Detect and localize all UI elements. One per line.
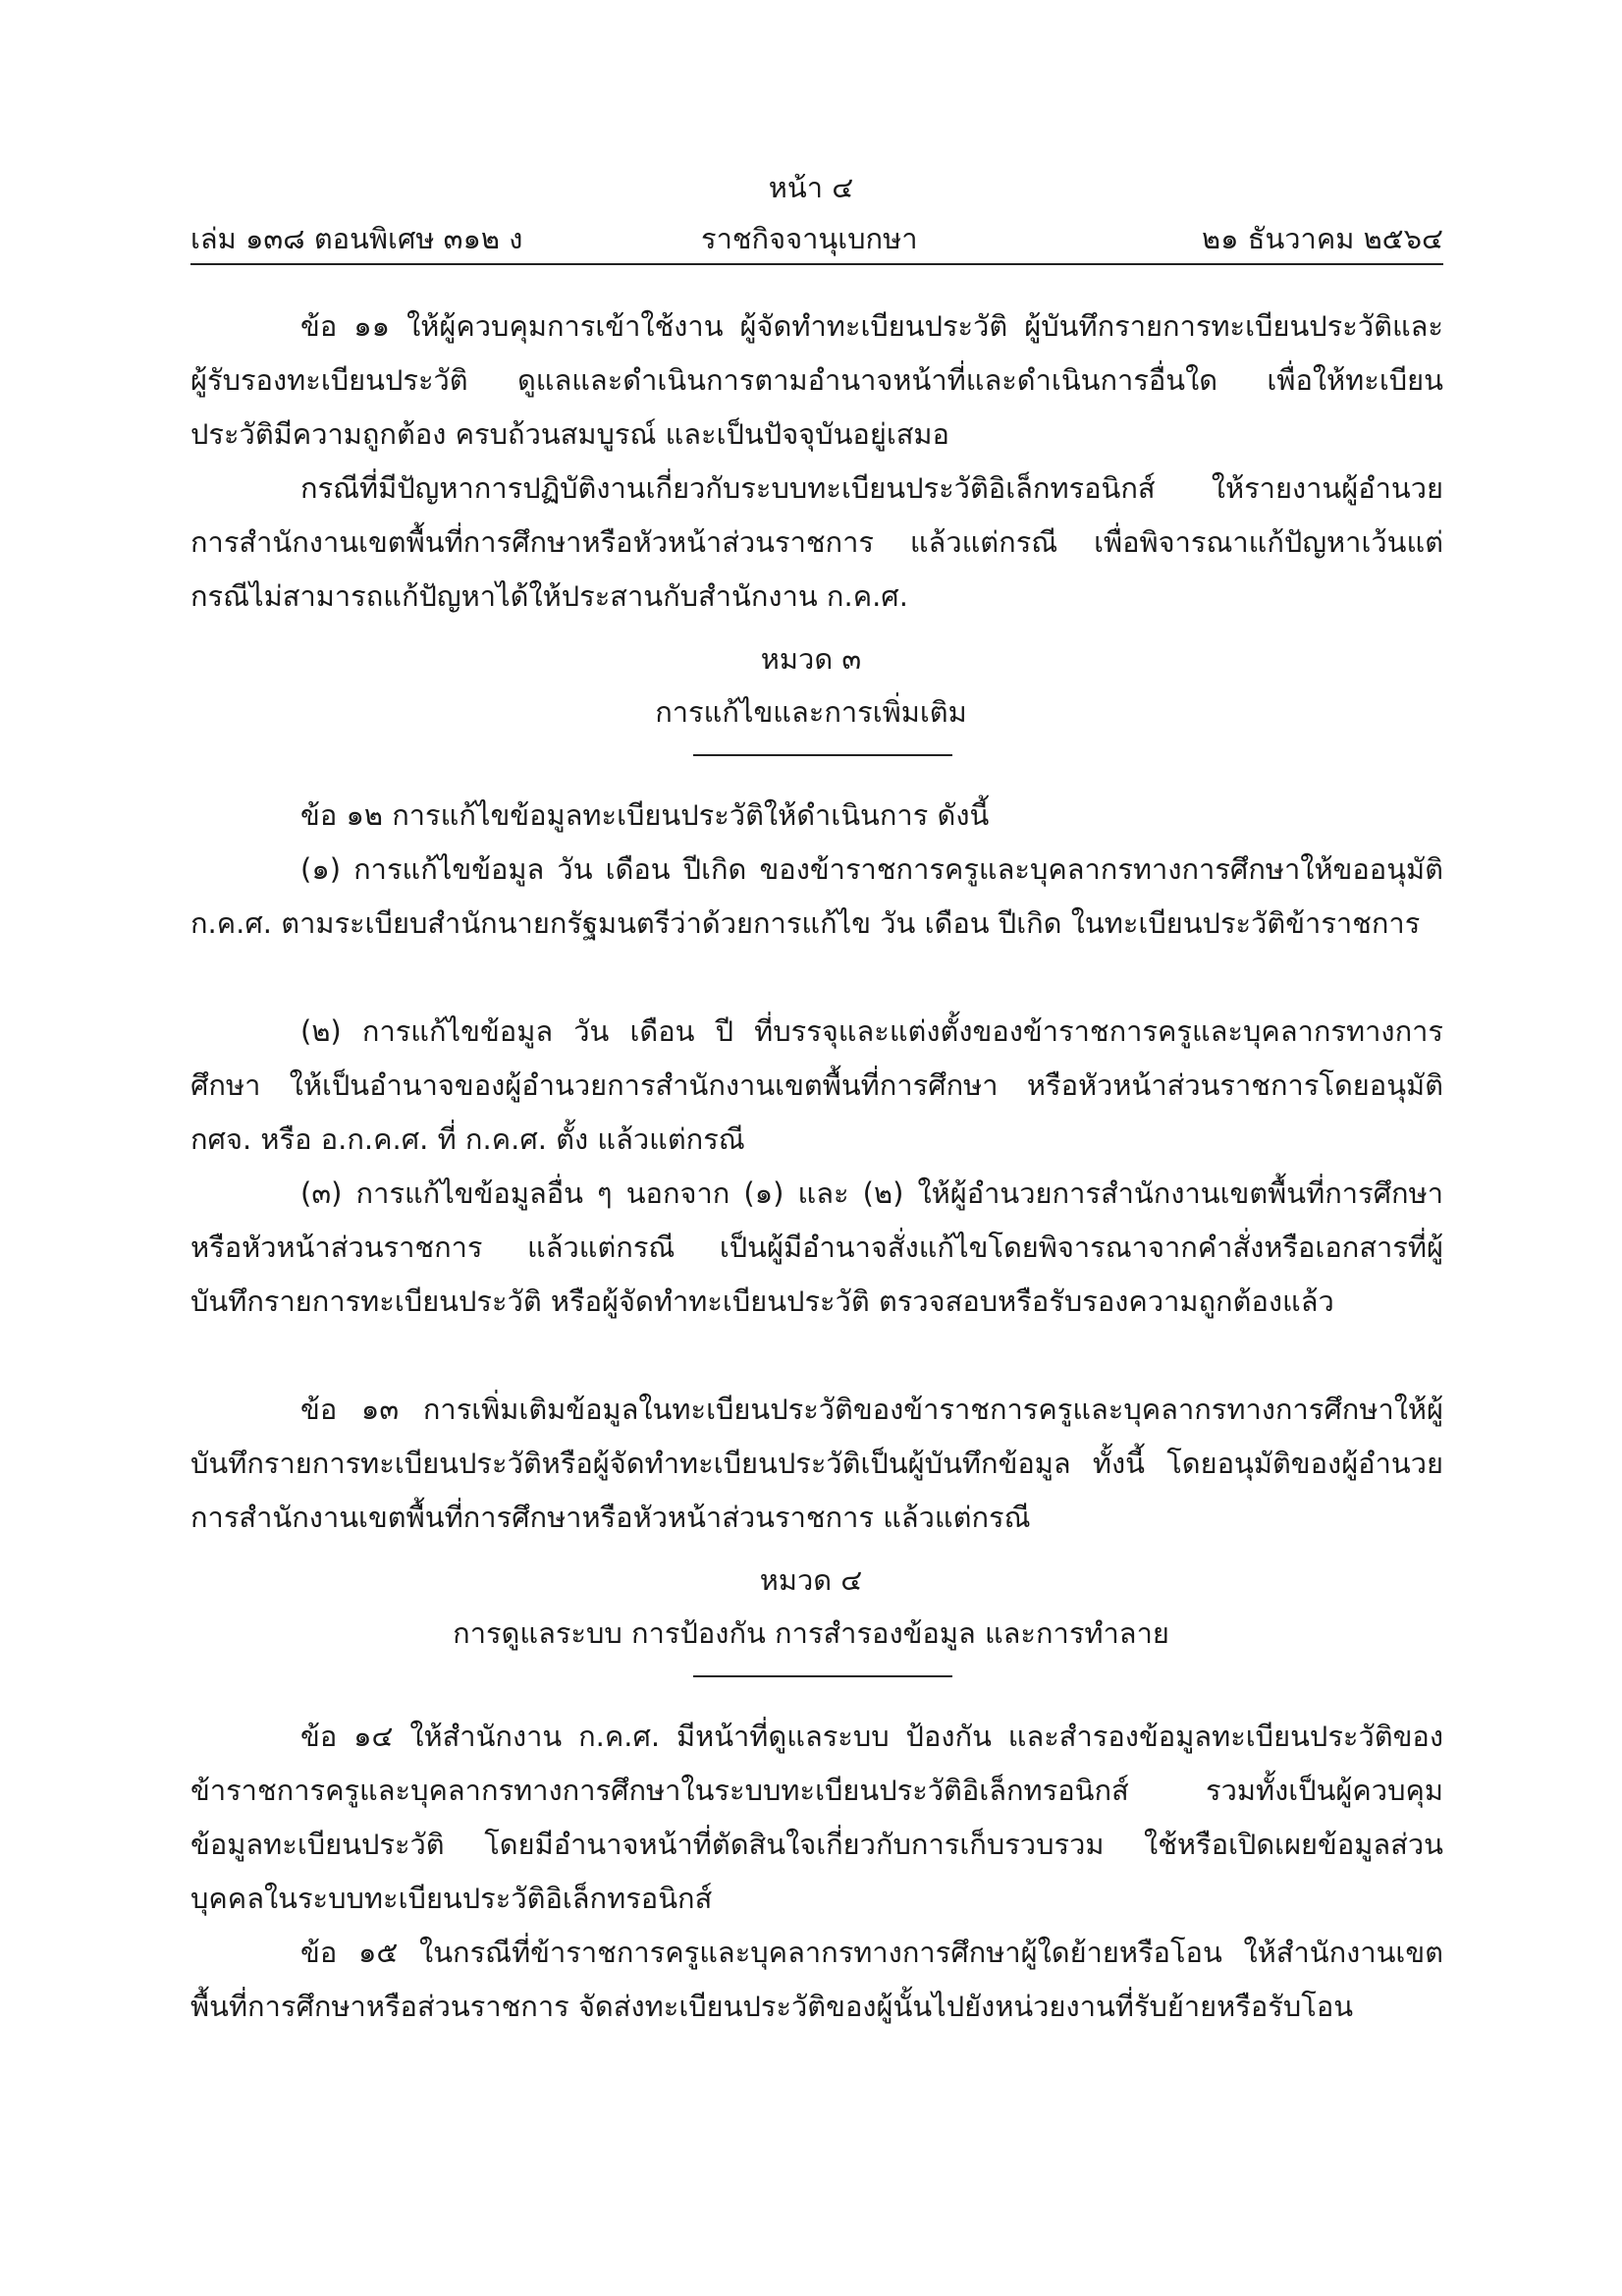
clause-11: ข้อ ๑๑ ให้ผู้ควบคุมการเข้าใช้งาน ผู้จัดทำทะเบียนประวัติ ผู้บันทึกรายการทะเบียนประวัติและผู้รับรองทะเบียนประวัติ ดูแลและดำเนินการตามอำนาจหน้าที่และดำเนินการอื่นใด เพื่อให้ทะเบียนประวัติมีความถูกต้อง ครบถ้วนสมบูรณ์ และเป็นปัจจุบันอยู่เสมอ xyxy=(190,309,1443,451)
clause-13: ข้อ ๑๓ การเพิ่มเติมข้อมูลในทะเบียนประวัติของข้าราชการครูและบุคลากรทางการศึกษาให้ผู้บันทึกรายการทะเบียนประวัติหรือผู้จัดทำทะเบียนประวัติเป็นผู้บันทึกข้อมูล ทั้งนี้ โดยอนุมัติของผู้อำนวยการสำนักงานเขตพื้นที่การศึกษาหรือหัวหน้าส่วนราชการ แล้วแต่กรณี xyxy=(190,1393,1443,1534)
clause-15: ข้อ ๑๕ ในกรณีที่ข้าราชการครูและบุคลากรทางการศึกษาผู้ใดย้ายหรือโอน ให้สำนักงานเขตพื้นที่การศึกษาหรือส่วนราชการ จัดส่งทะเบียนประวัติของผู้นั้นไปยังหน่วยงานที่รับย้ายหรือรับโอน xyxy=(190,1936,1443,2023)
chapter-3-number: หมวด ๓ xyxy=(760,642,862,676)
clause-11-paragraph-2: กรณีที่มีปัญหาการปฏิบัติงานเกี่ยวกับระบบทะเบียนประวัติอิเล็กทรอนิกส์ ให้รายงานผู้อำนวยการสำนักงานเขตพื้นที่การศึกษาหรือหัวหน้าส่วนราชการ แล้วแต่กรณี เพื่อพิจารณาแก้ปัญหาเว้นแต่กรณีไม่สามารถแก้ปัญหาได้ให้ประสานกับสำนักงาน ก.ค.ศ. xyxy=(190,471,1443,613)
chapter-4-rule xyxy=(693,1675,952,1677)
clause-14: ข้อ ๑๔ ให้สำนักงาน ก.ค.ศ. มีหน้าที่ดูแลระบบ ป้องกัน และสำรองข้อมูลทะเบียนประวัติของข้าราชการครูและบุคลากรทางการศึกษาในระบบทะเบียนประวัติอิเล็กทรอนิกส์ รวมทั้งเป็นผู้ควบคุมข้อมูลทะเบียนประวัติ โดยมีอำนาจหน้าที่ตัดสินใจเกี่ยวกับการเก็บรวบรวม ใช้หรือเปิดเผยข้อมูลส่วนบุคคลในระบบทะเบียนประวัติอิเล็กทรอนิกส์ xyxy=(190,1720,1443,1915)
chapter-4-number: หมวด ๔ xyxy=(759,1563,863,1597)
chapter-3-title: การแก้ไขและการเพิ่มเติม xyxy=(655,695,967,729)
clause-12-item-1: (๑) การแก้ไขข้อมูล วัน เดือน ปีเกิด ของข้าราชการครูและบุคลากรทางการศึกษาให้ขออนุมัติ ก.ค.ศ. ตามระเบียบสำนักนายกรัฐมนตรีว่าด้วยการแก้ไข วัน เดือน ปีเกิด ในทะเบียนประวัติข้าราชการ xyxy=(190,852,1443,940)
gazette-header xyxy=(190,216,1443,257)
volume-issue: เล่ม ๑๓๘ ตอนพิเศษ ๓๑๒ ง xyxy=(190,222,523,255)
chapter-4-title: การดูแลระบบ การป้องกัน การสำรองข้อมูล และการทำลาย xyxy=(453,1616,1169,1650)
clause-12-item-3: (๓) การแก้ไขข้อมูลอื่น ๆ นอกจาก (๑) และ (๒) ให้ผู้อำนวยการสำนักงานเขตพื้นที่การศึกษาหรือหัวหน้าส่วนราชการ แล้วแต่กรณี เป็นผู้มีอำนาจสั่งแก้ไขโดยพิจารณาจากคำสั่งหรือเอกสารที่ผู้บันทึกรายการทะเบียนประวัติ หรือผู้จัดทำทะเบียนประวัติ ตรวจสอบหรือรับรองความถูกต้องแล้ว xyxy=(190,1176,1443,1318)
page-number: หน้า ๔ xyxy=(768,171,854,204)
chapter-3-rule xyxy=(693,754,952,756)
clause-12-item-2: (๒) การแก้ไขข้อมูล วัน เดือน ปี ที่บรรจุและแต่งตั้งของข้าราชการครูและบุคลากรทางการศึกษา ให้เป็นอำนาจของผู้อำนวยการสำนักงานเขตพื้นที่การศึกษา หรือหัวหน้าส่วนราชการโดยอนุมัติ กศจ. หรือ อ.ก.ค.ศ. ที่ ก.ค.ศ. ตั้ง แล้วแต่กรณี xyxy=(190,1014,1443,1156)
publication-date: ๒๑ ธันวาคม ๒๕๖๔ xyxy=(1202,222,1443,255)
clause-12: ข้อ ๑๒ การแก้ไขข้อมูลทะเบียนประวัติให้ดำเนินการ ดังนี้ xyxy=(300,798,990,832)
header-rule xyxy=(190,263,1443,265)
gazette-name: ราชกิจจานุเบกษา xyxy=(701,222,918,255)
